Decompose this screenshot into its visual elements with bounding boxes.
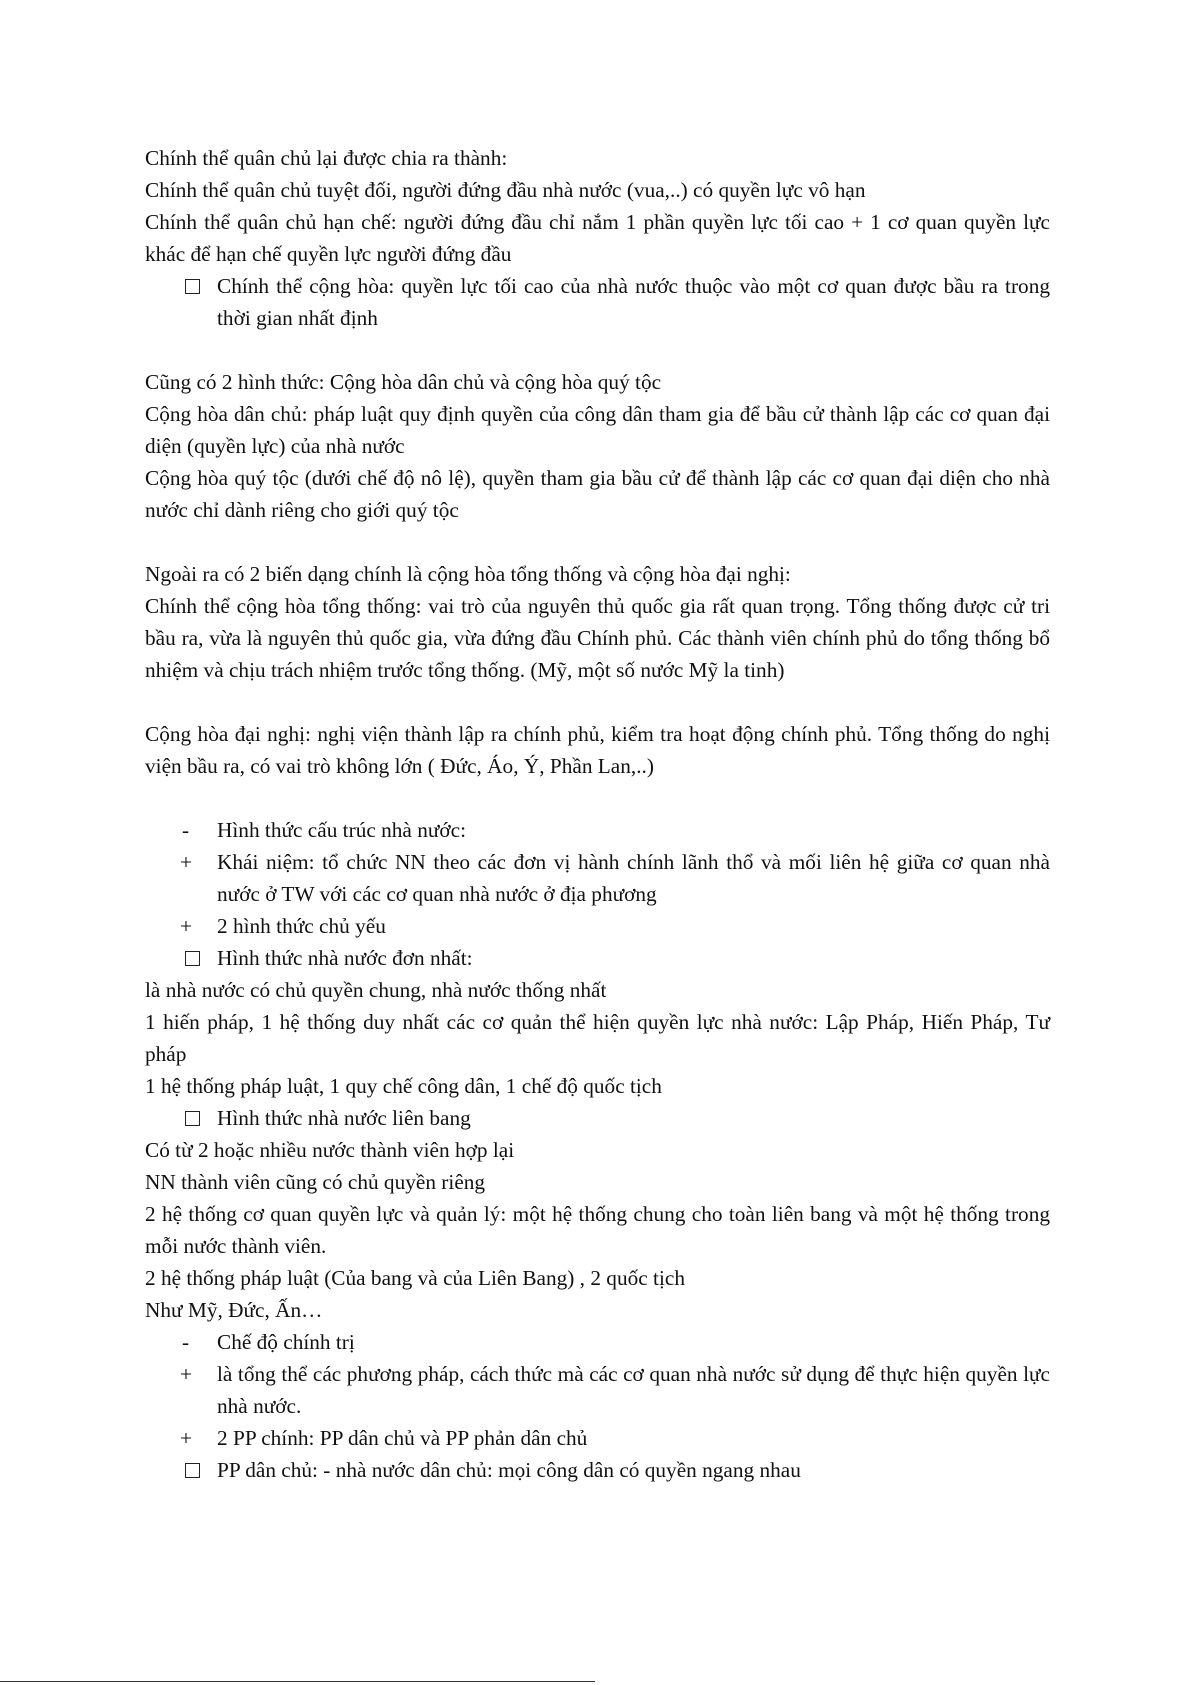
paragraph: 2 hệ thống cơ quan quyền lực và quản lý: một hệ thống chung cho toàn liên bang và một hệ thống trong mỗi nước thành viên.: [145, 1202, 1050, 1258]
checkbox-bullet-icon: [145, 270, 217, 334]
paragraph: Cộng hòa dân chủ: pháp luật quy định quyền của công dân tham gia để bầu cử thành lập các cơ quan đại diện (quyền lực) của nhà nước: [145, 402, 1050, 458]
checkbox-bullet-item: [145, 1454, 1050, 1486]
blank-line: [145, 334, 1050, 366]
bullet-text: Hình thức nhà nước đơn nhất:: [217, 946, 473, 970]
plus-bullet-item: [145, 910, 1050, 942]
bullet-text: Chế độ chính trị: [217, 1330, 355, 1354]
paragraph: Cộng hòa quý tộc (dưới chế độ nô lệ), quyền tham gia bầu cử để thành lập các cơ quan đại diện cho nhà nước chỉ dành riêng cho giới quý tộc: [145, 466, 1050, 522]
plus-bullet-item: [145, 1358, 1050, 1422]
blank-line: [145, 526, 1050, 558]
dash-bullet-item: [145, 1326, 1050, 1358]
bullet-text: 2 PP chính: PP dân chủ và PP phản dân chủ: [217, 1426, 588, 1450]
paragraph: 1 hiến pháp, 1 hệ thống duy nhất các cơ quản thể hiện quyền lực nhà nước: Lập Pháp, Hiến Pháp, Tư pháp: [145, 1010, 1050, 1066]
paragraph: NN thành viên cũng có chủ quyền riêng: [145, 1170, 486, 1194]
bullet-text: Hình thức cấu trúc nhà nước:: [217, 818, 467, 842]
paragraph: 1 hệ thống pháp luật, 1 quy chế công dân, 1 chế độ quốc tịch: [145, 1074, 662, 1098]
paragraph: Ngoài ra có 2 biến dạng chính là cộng hòa tổng thống và cộng hòa đại nghị:: [145, 562, 791, 586]
plus-bullet-item: [145, 1422, 1050, 1454]
checkbox-bullet-item: [145, 942, 1050, 974]
bullet-text: Khái niệm: tổ chức NN theo các đơn vị hành chính lãnh thổ và mối liên hệ giữa cơ quan nhà nước ở TW với các cơ quan nhà nước ở địa phương: [217, 850, 1050, 906]
paragraph: Cộng hòa đại nghị: nghị viện thành lập ra chính phủ, kiểm tra hoạt động chính phủ. Tổng thống do nghị viện bầu ra, có vai trò không lớn ( Đức, Áo, Ý, Phần Lan,..): [145, 722, 1050, 778]
checkbox-bullet-icon: [145, 942, 217, 974]
checkbox-bullet-item: [145, 1102, 1050, 1134]
checkbox-bullet-icon: [145, 1102, 217, 1134]
plus-bullet-icon: [145, 846, 217, 910]
paragraph: Chính thể quân chủ hạn chế: người đứng đầu chỉ nắm 1 phần quyền lực tối cao + 1 cơ quan quyền lực khác để hạn chế quyền lực người đứng đầu: [145, 210, 1050, 266]
bullet-text: Chính thể cộng hòa: quyền lực tối cao của nhà nước thuộc vào một cơ quan được bầu ra trong thời gian nhất định: [217, 274, 1050, 330]
paragraph: Chính thể cộng hòa tổng thống: vai trò của nguyên thủ quốc gia rất quan trọng. Tổng thống được cử tri bầu ra, vừa là nguyên thủ quốc gia, vừa đứng đầu Chính phủ. Các thành viên chính phủ do tổng thống bổ nhiệm và chịu trách nhiệm trước tổng thống. (Mỹ, một số nước Mỹ la tinh): [145, 594, 1050, 682]
dash-bullet-icon: [145, 814, 217, 846]
footer-divider: [0, 1681, 595, 1682]
checkbox-bullet-item: [145, 270, 1050, 334]
plus-bullet-item: [145, 846, 1050, 910]
paragraph: Có từ 2 hoặc nhiều nước thành viên hợp lại: [145, 1138, 515, 1162]
bullet-text: PP dân chủ: - nhà nước dân chủ: mọi công dân có quyền ngang nhau: [217, 1458, 801, 1482]
bullet-text: là tổng thể các phương pháp, cách thức mà các cơ quan nhà nước sử dụng để thực hiện quyền lực nhà nước.: [217, 1362, 1050, 1418]
paragraph: Chính thể quân chủ tuyệt đối, người đứng đầu nhà nước (vua,..) có quyền lực vô hạn: [145, 178, 866, 202]
paragraph: 2 hệ thống pháp luật (Của bang và của Liên Bang) , 2 quốc tịch: [145, 1266, 685, 1290]
plus-bullet-icon: [145, 910, 217, 942]
plus-bullet-icon: [145, 1358, 217, 1422]
plus-bullet-icon: [145, 1422, 217, 1454]
paragraph: Chính thể quân chủ lại được chia ra thành:: [145, 146, 508, 170]
document-page: [145, 142, 1050, 1486]
blank-line: [145, 782, 1050, 814]
bullet-text: 2 hình thức chủ yếu: [217, 914, 386, 938]
bullet-text: Hình thức nhà nước liên bang: [217, 1106, 471, 1130]
checkbox-bullet-icon: [145, 1454, 217, 1486]
paragraph: là nhà nước có chủ quyền chung, nhà nước thống nhất: [145, 978, 607, 1002]
paragraph: Như Mỹ, Đức, Ấn…: [145, 1298, 323, 1322]
dash-bullet-icon: [145, 1326, 217, 1358]
paragraph: Cũng có 2 hình thức: Cộng hòa dân chủ và cộng hòa quý tộc: [145, 370, 662, 394]
blank-line: [145, 686, 1050, 718]
dash-bullet-item: [145, 814, 1050, 846]
